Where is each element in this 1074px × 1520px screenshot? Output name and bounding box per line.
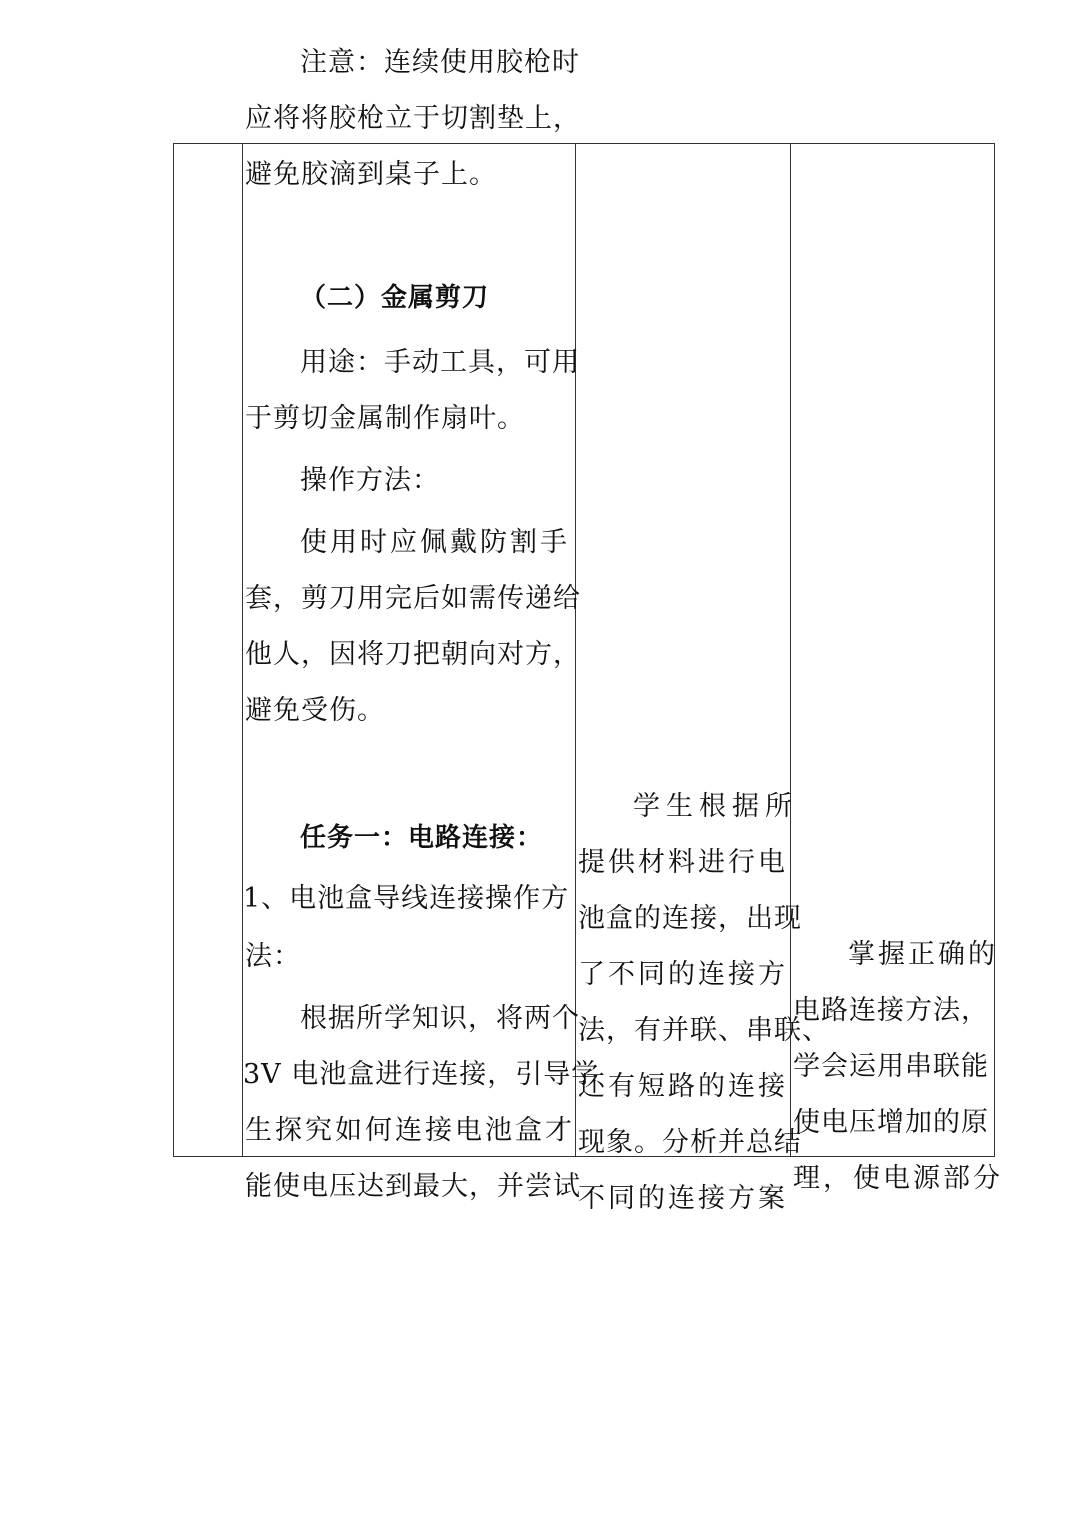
- table-column-1: [174, 144, 243, 1156]
- section-title: （二）金属剪刀: [300, 283, 490, 313]
- design-intent-line: 学会运用串联能: [793, 1051, 989, 1082]
- student-activity-line: 学生根据所: [633, 791, 798, 822]
- method-line: 使用时应佩戴防割手: [300, 527, 570, 558]
- method-label: 操作方法：: [300, 465, 440, 496]
- task-title: 任务一：电路连接：: [300, 823, 544, 853]
- student-activity-line: 提供材料进行电: [578, 847, 788, 878]
- student-activity-line: 了不同的连接方: [578, 959, 788, 990]
- note-line: 应将将胶枪立于切割垫上，: [245, 103, 581, 134]
- method-line: 他人，因将刀把朝向对方，: [245, 639, 581, 670]
- student-activity-line: 不同的连接方案: [578, 1183, 788, 1214]
- student-activity-line: 池盒的连接，出现: [578, 903, 802, 934]
- design-intent-line: 使电压增加的原: [793, 1107, 989, 1138]
- table-column-4: [791, 144, 1003, 1194]
- lesson-plan-table: [173, 47, 1003, 1214]
- step-body-line: 3V 电池盒进行连接，引导学: [243, 1059, 600, 1090]
- table-column-2: [243, 47, 600, 1202]
- step-line: 法：: [245, 941, 301, 972]
- step-body-line: 能使电压达到最大，并尝试: [245, 1171, 581, 1202]
- student-activity-line: 现象。分析并总结: [578, 1127, 802, 1158]
- note-line: 避免胶滴到桌子上。: [245, 159, 497, 190]
- student-activity-line: 法，有并联、串联、: [578, 1015, 830, 1046]
- design-intent-line: 电路连接方法，: [793, 995, 989, 1026]
- design-intent-line: 理，使电源部分: [793, 1163, 1003, 1194]
- step-body-line: 根据所学知识，将两个: [300, 1003, 580, 1034]
- table-column-3: [576, 144, 830, 1214]
- step-body-line: 生探究如何连接电池盒才: [245, 1115, 575, 1146]
- note-line: 注意：连续使用胶枪时: [300, 47, 580, 78]
- student-activity-line: 还有短路的连接: [578, 1071, 788, 1102]
- design-intent-line: 掌握正确的: [848, 939, 998, 970]
- method-line: 套，剪刀用完后如需传递给: [245, 583, 581, 614]
- step-line: 1、电池盒导线连接操作方: [243, 883, 570, 914]
- method-line: 避免受伤。: [245, 695, 385, 726]
- usage-line: 于剪切金属制作扇叶。: [245, 403, 525, 434]
- usage-line: 用途：手动工具，可用: [300, 347, 580, 378]
